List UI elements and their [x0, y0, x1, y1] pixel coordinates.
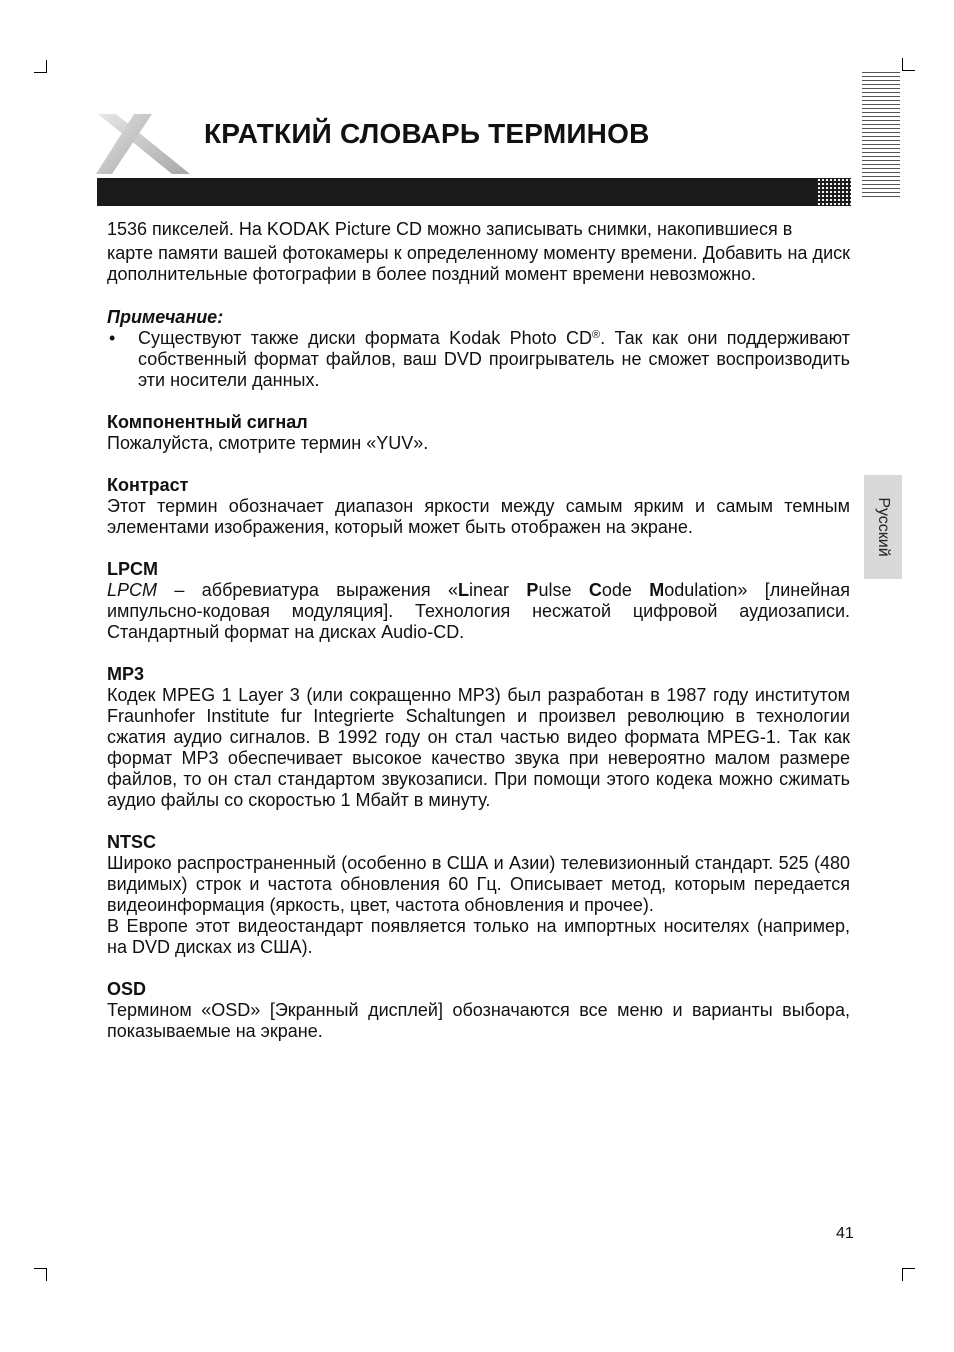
term-definition: Кодек MPEG 1 Layer 3 (или сокращенно MP3) был разработан в 1987 году институтом Fraunhofer Institute fur Integrierte Schaltungen и произвел революцию в технологии сжатия аудио сигналов. В 1992 году он стал частью видео формата MPEG-1. Так как формат MP3 обеспечивает высокое качество звука при невероятно малом размере файлов, то он стал стандартом звукозаписи. При помощи этого кодека можно сжимать аудио файлы со скоростью 1 Мбайт в минуту.: [107, 685, 850, 810]
page-number: 41: [836, 1225, 854, 1242]
term-title: Компонентный сигнал: [107, 412, 308, 432]
term-definition: В Европе этот видеостандарт появляется только на импортных носителях (например, на DVD дисках из США).: [107, 916, 850, 957]
term-title: Контраст: [107, 475, 189, 495]
crop-mark-top-left: [34, 60, 47, 73]
registered-mark: ®: [591, 329, 601, 341]
note-text-after: . Так как они поддерживают собственный формат файлов, ваш DVD проигрыватель не сможет воспроизводить эти носители данных.: [138, 328, 850, 390]
lpcm-abbr: LPCM: [107, 580, 158, 600]
term-title: NTSC: [107, 832, 156, 852]
term-definition: Этот термин обозначает диапазон яркости между самым ярким и самым темным элементами изображения, который может быть отображен на экране.: [107, 496, 850, 537]
language-tab: [864, 475, 902, 579]
note-title: Примечание:: [107, 307, 224, 327]
crop-mark-bottom-right: [902, 1268, 915, 1281]
note-bullet: [107, 328, 850, 391]
term-osd: [107, 979, 850, 1042]
lpcm-text: odulation» [линейная импульсно-кодовая модуляция]. Технология несжатой цифровой аудиозаписи. Стандартный формат на дисках Audio-CD.: [107, 580, 850, 642]
lpcm-letter: P: [526, 580, 539, 600]
term-definition: [107, 580, 850, 643]
intro-block: [107, 219, 850, 285]
term-lpcm: [107, 559, 850, 643]
term-contrast: [107, 475, 850, 538]
crop-mark-bottom-left: [34, 1268, 47, 1281]
title-bar: [97, 178, 851, 206]
lpcm-text: ulse: [538, 580, 589, 600]
term-definition: Термином «OSD» [Экранный дисплей] обозначаются все меню и варианты выбора, показываемые на экране.: [107, 1000, 850, 1041]
lpcm-text: inear: [469, 580, 527, 600]
term-definition: Широко распространенный (особенно в США и Азии) телевизионный стандарт. 525 (480 видимых) строк и частота обновления 60 Гц. Описывает метод, которым передается видеоинформация (яркость, цвет, частота обновления и прочее).: [107, 853, 850, 915]
term-title: MP3: [107, 664, 145, 684]
brand-x-logo-icon: [94, 108, 194, 178]
term-mp3: [107, 664, 850, 811]
intro-line-1: 1536 пикселей. На KODAK Picture CD можно записывать снимки, накопившиеся в: [107, 219, 793, 239]
note-text-before: Существуют также диски формата Kodak Photo CD: [138, 328, 592, 348]
term-ntsc: [107, 832, 850, 958]
intro-text: карте памяти вашей фотокамеры к определенному моменту времени. Добавить на диск дополнительные фотографии в более поздний момент времени невозможно.: [107, 243, 850, 284]
title-bar-dot-pattern: [817, 178, 851, 206]
term-title: LPCM: [107, 559, 158, 579]
note-section: [107, 307, 850, 391]
lpcm-letter: M: [649, 580, 665, 600]
term-title: OSD: [107, 979, 147, 999]
lpcm-text: ode: [601, 580, 650, 600]
lpcm-letter: L: [458, 580, 470, 600]
lpcm-letter: C: [588, 580, 602, 600]
stripe-decoration: [862, 72, 900, 198]
lpcm-text: – аббревиатура выражения «: [157, 580, 459, 600]
bullet-dot-icon: •: [109, 328, 116, 348]
term-component: [107, 412, 850, 454]
language-tab-label: Русский: [875, 497, 892, 557]
page-title: КРАТКИЙ СЛОВАРЬ ТЕРМИНОВ: [204, 118, 650, 149]
crop-mark-top-right: [902, 58, 915, 71]
term-definition: Пожалуйста, смотрите термин «YUV».: [107, 433, 429, 453]
glossary-content: [107, 219, 850, 1042]
